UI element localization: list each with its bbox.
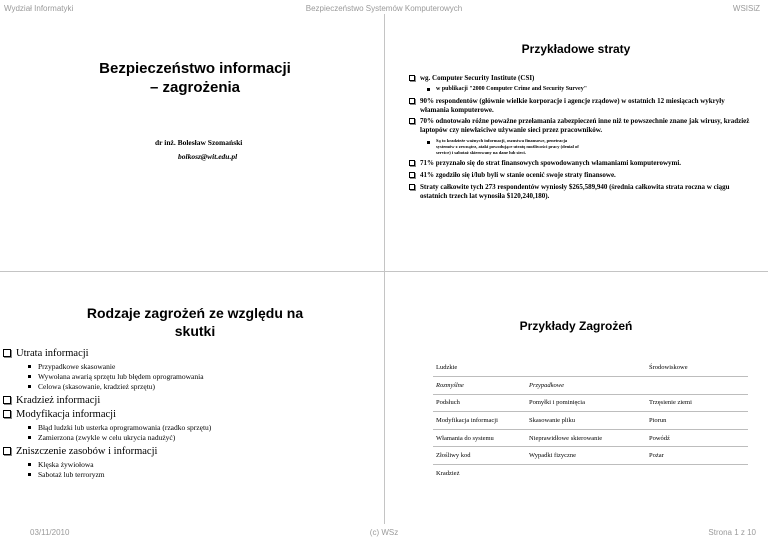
checkbox-bullet-icon: [409, 172, 415, 178]
slide-3-title-line2: skutki: [174, 323, 216, 339]
slide-2-bullets: [420, 74, 750, 201]
table-row: [433, 465, 748, 483]
table-cell: Trzęsienie ziemi: [646, 394, 748, 412]
table-cell: Podsłuch: [433, 394, 526, 412]
slide-3-title-line1: Rodzaje zagrożeń ze względu na: [86, 305, 304, 321]
list-item: 70% odnotowało różne poważne przełamania zabezpieczeń inne niż te powszechnie znane jak wirusy, kradzież laptopów czy niewłaściwe używanie sieci przez pracowników.: [420, 117, 750, 135]
list-item: Sabotaż lub terroryzm: [38, 470, 356, 480]
list-item: w publikacji "2000 Computer Crime and Security Survey": [436, 85, 750, 93]
checkbox-bullet-icon: [409, 98, 415, 104]
checkbox-bullet-icon: [409, 160, 415, 166]
footer-page-number: Strona 1 z 10: [708, 528, 756, 537]
table-cell: Wypadki fizyczne: [526, 447, 646, 465]
table-cell: [646, 465, 748, 483]
table-cell: Złośliwy kod: [433, 447, 526, 465]
list-item: Wywołana awarią sprzętu lub błędem oprogramowania: [38, 372, 356, 382]
header-center: Bezpieczeństwo Systemów Komputerowych: [305, 4, 463, 13]
list-item: Utrata informacji: [16, 347, 356, 360]
table-row: [433, 412, 748, 430]
slide-4-title: Przykłady Zagrożeń: [519, 319, 633, 333]
table-cell: [526, 465, 646, 483]
square-bullet-icon: [28, 436, 31, 439]
list-item: Straty całkowite tych 273 respondentów wyniosły $265,589,940 (średnia całkowita strata roczna w ciągu ostatnich trzech lat wynosiła $120,240,180).: [420, 183, 750, 201]
square-bullet-icon: [28, 375, 31, 378]
list-item: 71% przyznało się do strat finansowych spowodowanych włamaniami komputerowymi.: [420, 159, 750, 168]
footer-date: 03/11/2010: [30, 528, 70, 537]
header-left: Wydział Informatyki: [4, 4, 74, 13]
table-cell: Kradzież: [433, 465, 526, 483]
checkbox-bullet-icon: [3, 349, 11, 357]
table-cell: [646, 377, 748, 395]
square-bullet-icon: [28, 463, 31, 466]
list-item: Zniszczenie zasobów i informacji: [16, 445, 356, 458]
slide-1-title-line1: Bezpieczeństwo informacji: [99, 60, 291, 77]
table-cell: Pomyłki i pominięcia: [526, 394, 646, 412]
slide-4: [384, 272, 768, 524]
list-item: 90% respondentów (głównie wielkie korporacje i agencje rządowe) w ostatnich 12 miesiącach wykryły włamania komputerowe.: [420, 97, 750, 115]
list-item: wg. Computer Security Institute (CSI): [420, 74, 750, 83]
checkbox-bullet-icon: [3, 447, 11, 455]
table-row: [433, 447, 748, 465]
footer-center: (c) WSz: [369, 528, 399, 537]
table-row: [433, 429, 748, 447]
threats-table: [433, 359, 748, 482]
square-bullet-icon: [28, 473, 31, 476]
list-item: Kradzież informacji: [16, 394, 356, 407]
list-item: Przypadkowe skasowanie: [38, 362, 356, 372]
list-item: 41% zgodziło się i/lub byli w stanie ocenić swoje straty finansowe.: [420, 171, 750, 180]
table-row: [433, 377, 748, 395]
checkbox-bullet-icon: [409, 184, 415, 190]
table-cell: Powódź: [646, 429, 748, 447]
table-cell: Przypadkowe: [526, 377, 646, 395]
square-bullet-icon: [427, 141, 430, 144]
slide-1: [0, 14, 384, 271]
table-cell: Ludzkie: [436, 364, 458, 372]
square-bullet-icon: [28, 365, 31, 368]
list-item: Klęska żywiołowa: [38, 460, 356, 470]
table-cell: Środowiskowe: [649, 364, 688, 372]
author-name: dr inż. Bolesław Szomański: [155, 138, 243, 147]
table-row: [433, 359, 748, 377]
slide-1-title-line2: – zagrożenia: [149, 79, 241, 96]
table-cell: Włamania do systemu: [433, 429, 526, 447]
square-bullet-icon: [28, 426, 31, 429]
slide-2: [384, 14, 768, 271]
checkbox-bullet-icon: [3, 396, 11, 404]
table-cell: Piorun: [646, 412, 748, 430]
slide-2-title: Przykładowe straty: [521, 42, 631, 56]
header-right: WSISiZ: [732, 4, 760, 13]
list-item: Zamierzona (zwykle w celu ukrycia nadużyć): [38, 433, 356, 443]
list-item: Błąd ludzki lub usterka oprogramowania (rzadko sprzętu): [38, 423, 356, 433]
slide-3: [0, 272, 384, 524]
author-email: bolkosz@wit.edu.pl: [178, 152, 238, 161]
checkbox-bullet-icon: [3, 410, 11, 418]
checkbox-bullet-icon: [409, 75, 415, 81]
square-bullet-icon: [427, 88, 430, 91]
table-cell: Pożar: [646, 447, 748, 465]
list-item: Modyfikacja informacji: [16, 408, 356, 421]
list-item: Celowa (skasowanie, kradzież sprzętu): [38, 382, 356, 392]
square-bullet-icon: [28, 385, 31, 388]
table-cell: Skasowanie pliku: [526, 412, 646, 430]
table-row: [433, 394, 748, 412]
checkbox-bullet-icon: [409, 118, 415, 124]
slide-3-bullets: [16, 347, 356, 480]
table-cell: Nieprawidłowe skierowanie: [526, 429, 646, 447]
list-item: Są to kradzieże ważnych informacji, oszustwa finansowe, penetracja systemów z zewnątrz, ataki powodujące utratę możliwości pracy (denial of service) i sabotaż skierowany na dane lub sieci.: [436, 138, 586, 156]
table-cell: Rozmyślne: [433, 377, 526, 395]
table-cell: Modyfikacja informacji: [433, 412, 526, 430]
